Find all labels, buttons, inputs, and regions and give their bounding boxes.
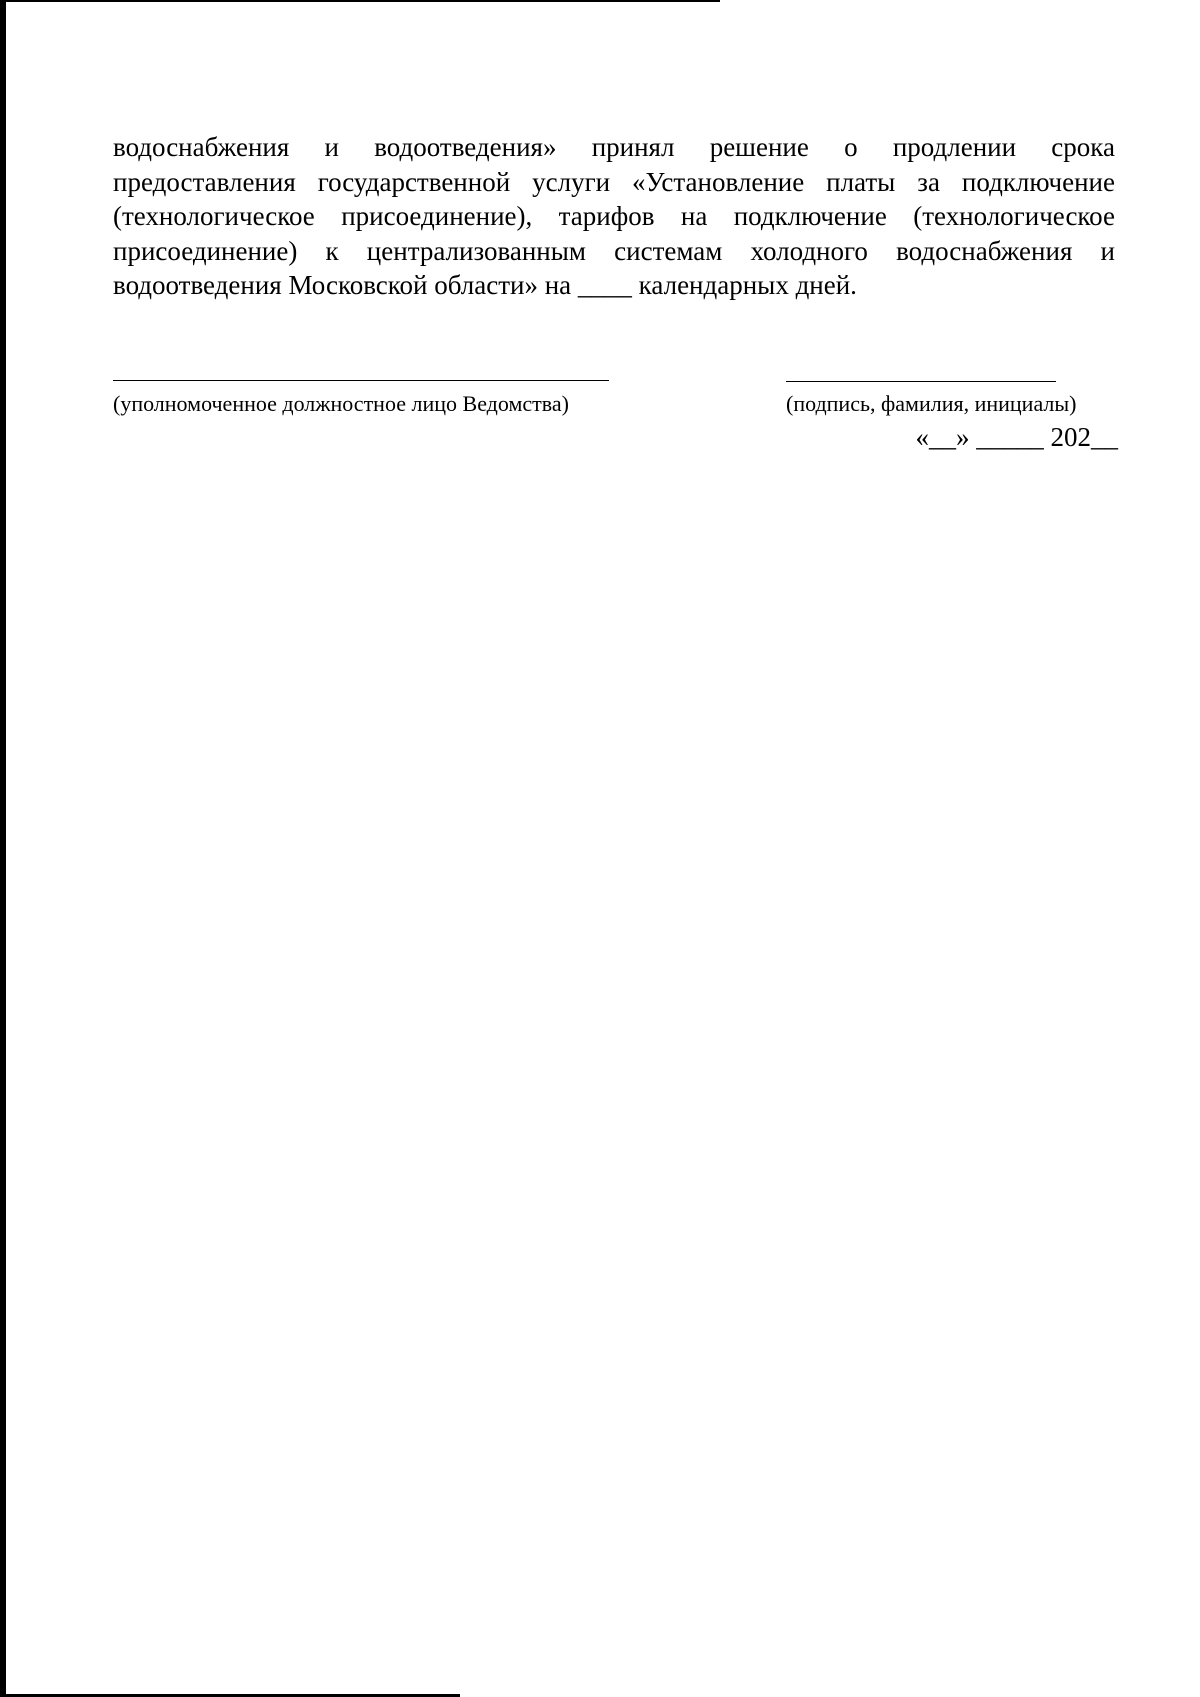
paragraph-line: (технологическое присоединение), тарифов на подключение (технологическое [113,201,1115,231]
scan-border-left [0,0,6,1697]
decision-paragraph [113,130,1115,303]
paragraph-line: предоставления государственной услуги «Установление платы за подключение [113,166,1115,197]
official-signature-line [113,380,609,381]
official-caption: (уполномоченное должностное лицо Ведомства) [113,391,569,416]
scan-border-top [0,0,720,2]
signature-name-line [786,381,1056,382]
paragraph-line: присоединение) к централизованным системам холодного водоснабжения и [113,235,1115,266]
paragraph-line: водоотведения Московской области» на ____ календарных дней. [113,270,857,300]
signature-caption: (подпись, фамилия, инициалы) [786,391,1077,416]
date-blank: «__» _____ 202__ [915,422,1118,452]
paragraph-line: водоснабжения и водоотведения» принял решение о продлении срока [113,132,1115,162]
